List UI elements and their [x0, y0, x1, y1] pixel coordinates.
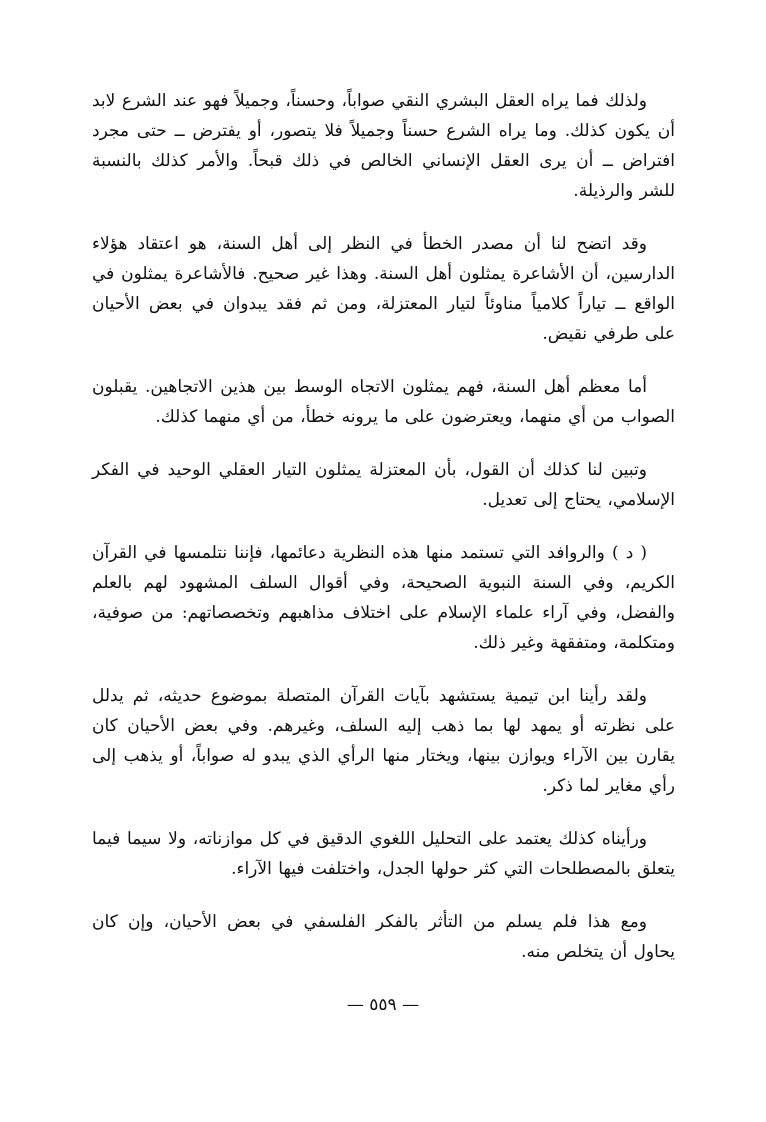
page-body [92, 86, 675, 990]
paragraph-2: وقد اتضح لنا أن مصدر الخطأ في النظر إلى أهل السنة، هو اعتقاد هؤلاء الدارسين، أن الأشاعرة يمثلون أهل السنة. وهذا غير صحيح. فالأشاعرة يمثلون في الواقع ــ تياراً كلامياً مناوئاً لتيار المعتزلة، ومن ثم فقد يبدوان في بعض الأحيان على طرفي نقيض. [92, 234, 675, 344]
paragraph-8: ومع هذا فلم يسلم من التأثر بالفكر الفلسفي في بعض الأحيان، وإن كان يحاول أن يتخلص منه. [92, 912, 675, 962]
page-number: — ٥٥٩ — [346, 995, 420, 1015]
paragraph-5: ( د ) والروافد التي تستمد منها هذه النظرية دعائمها، فإننا نتلمسها في القرآن الكريم، وفي السنة النبوية الصحيحة، وفي أقوال السلف المشهود لهم بالعلم والفضل، وفي آراء علماء الإسلام على اختلاف مذاهبهم وتخصصاتهم: من صوفية، ومتكلمة، ومتفقهة وغير ذلك. [92, 543, 675, 653]
paragraph-1: ولذلك فما يراه العقل البشري النقي صواباً، وحسناً، وجميلاً فهو عند الشرع لابد أن يكون كذلك. وما يراه الشرع حسناً وجميلاً فلا يتصور، أو يفترض ــ حتى مجرد افتراض ــ أن يرى العقل الإنساني الخالص في ذلك قبحاً. والأمر كذلك بالنسبة للشر والرذيلة. [92, 91, 675, 201]
paragraph-3: أما معظم أهل السنة، فهم يمثلون الاتجاه الوسط بين هذين الاتجاهين. يقبلون الصواب من أي منهما، ويعترضون على ما يرونه خطأ، من أي منهما كذلك. [92, 377, 675, 427]
paragraph-7: ورأيناه كذلك يعتمد على التحليل اللغوي الدقيق في كل موازناته، ولا سيما فيما يتعلق بالمصطلحات التي كثر حولها الجدل، واختلفت فيها الآراء. [92, 829, 675, 879]
paragraph-4: وتبين لنا كذلك أن القول، بأن المعتزلة يمثلون التيار العقلي الوحيد في الفكر الإسلامي، يحتاج إلى تعديل. [92, 460, 675, 510]
paragraph-6: ولقد رأينا ابن تيمية يستشهد بآيات القرآن المتصلة بموضوع حديثه، ثم يدلل على نظرته أو يمهد لها بما ذهب إليه السلف، وغيرهم. وفي بعض الأحيان كان يقارن بين الآراء ويوازن بينها، ويختار منها الرأي الذي يبدو له صواباً، أو يذهب إلى رأي مغاير لما ذكر. [92, 686, 675, 796]
